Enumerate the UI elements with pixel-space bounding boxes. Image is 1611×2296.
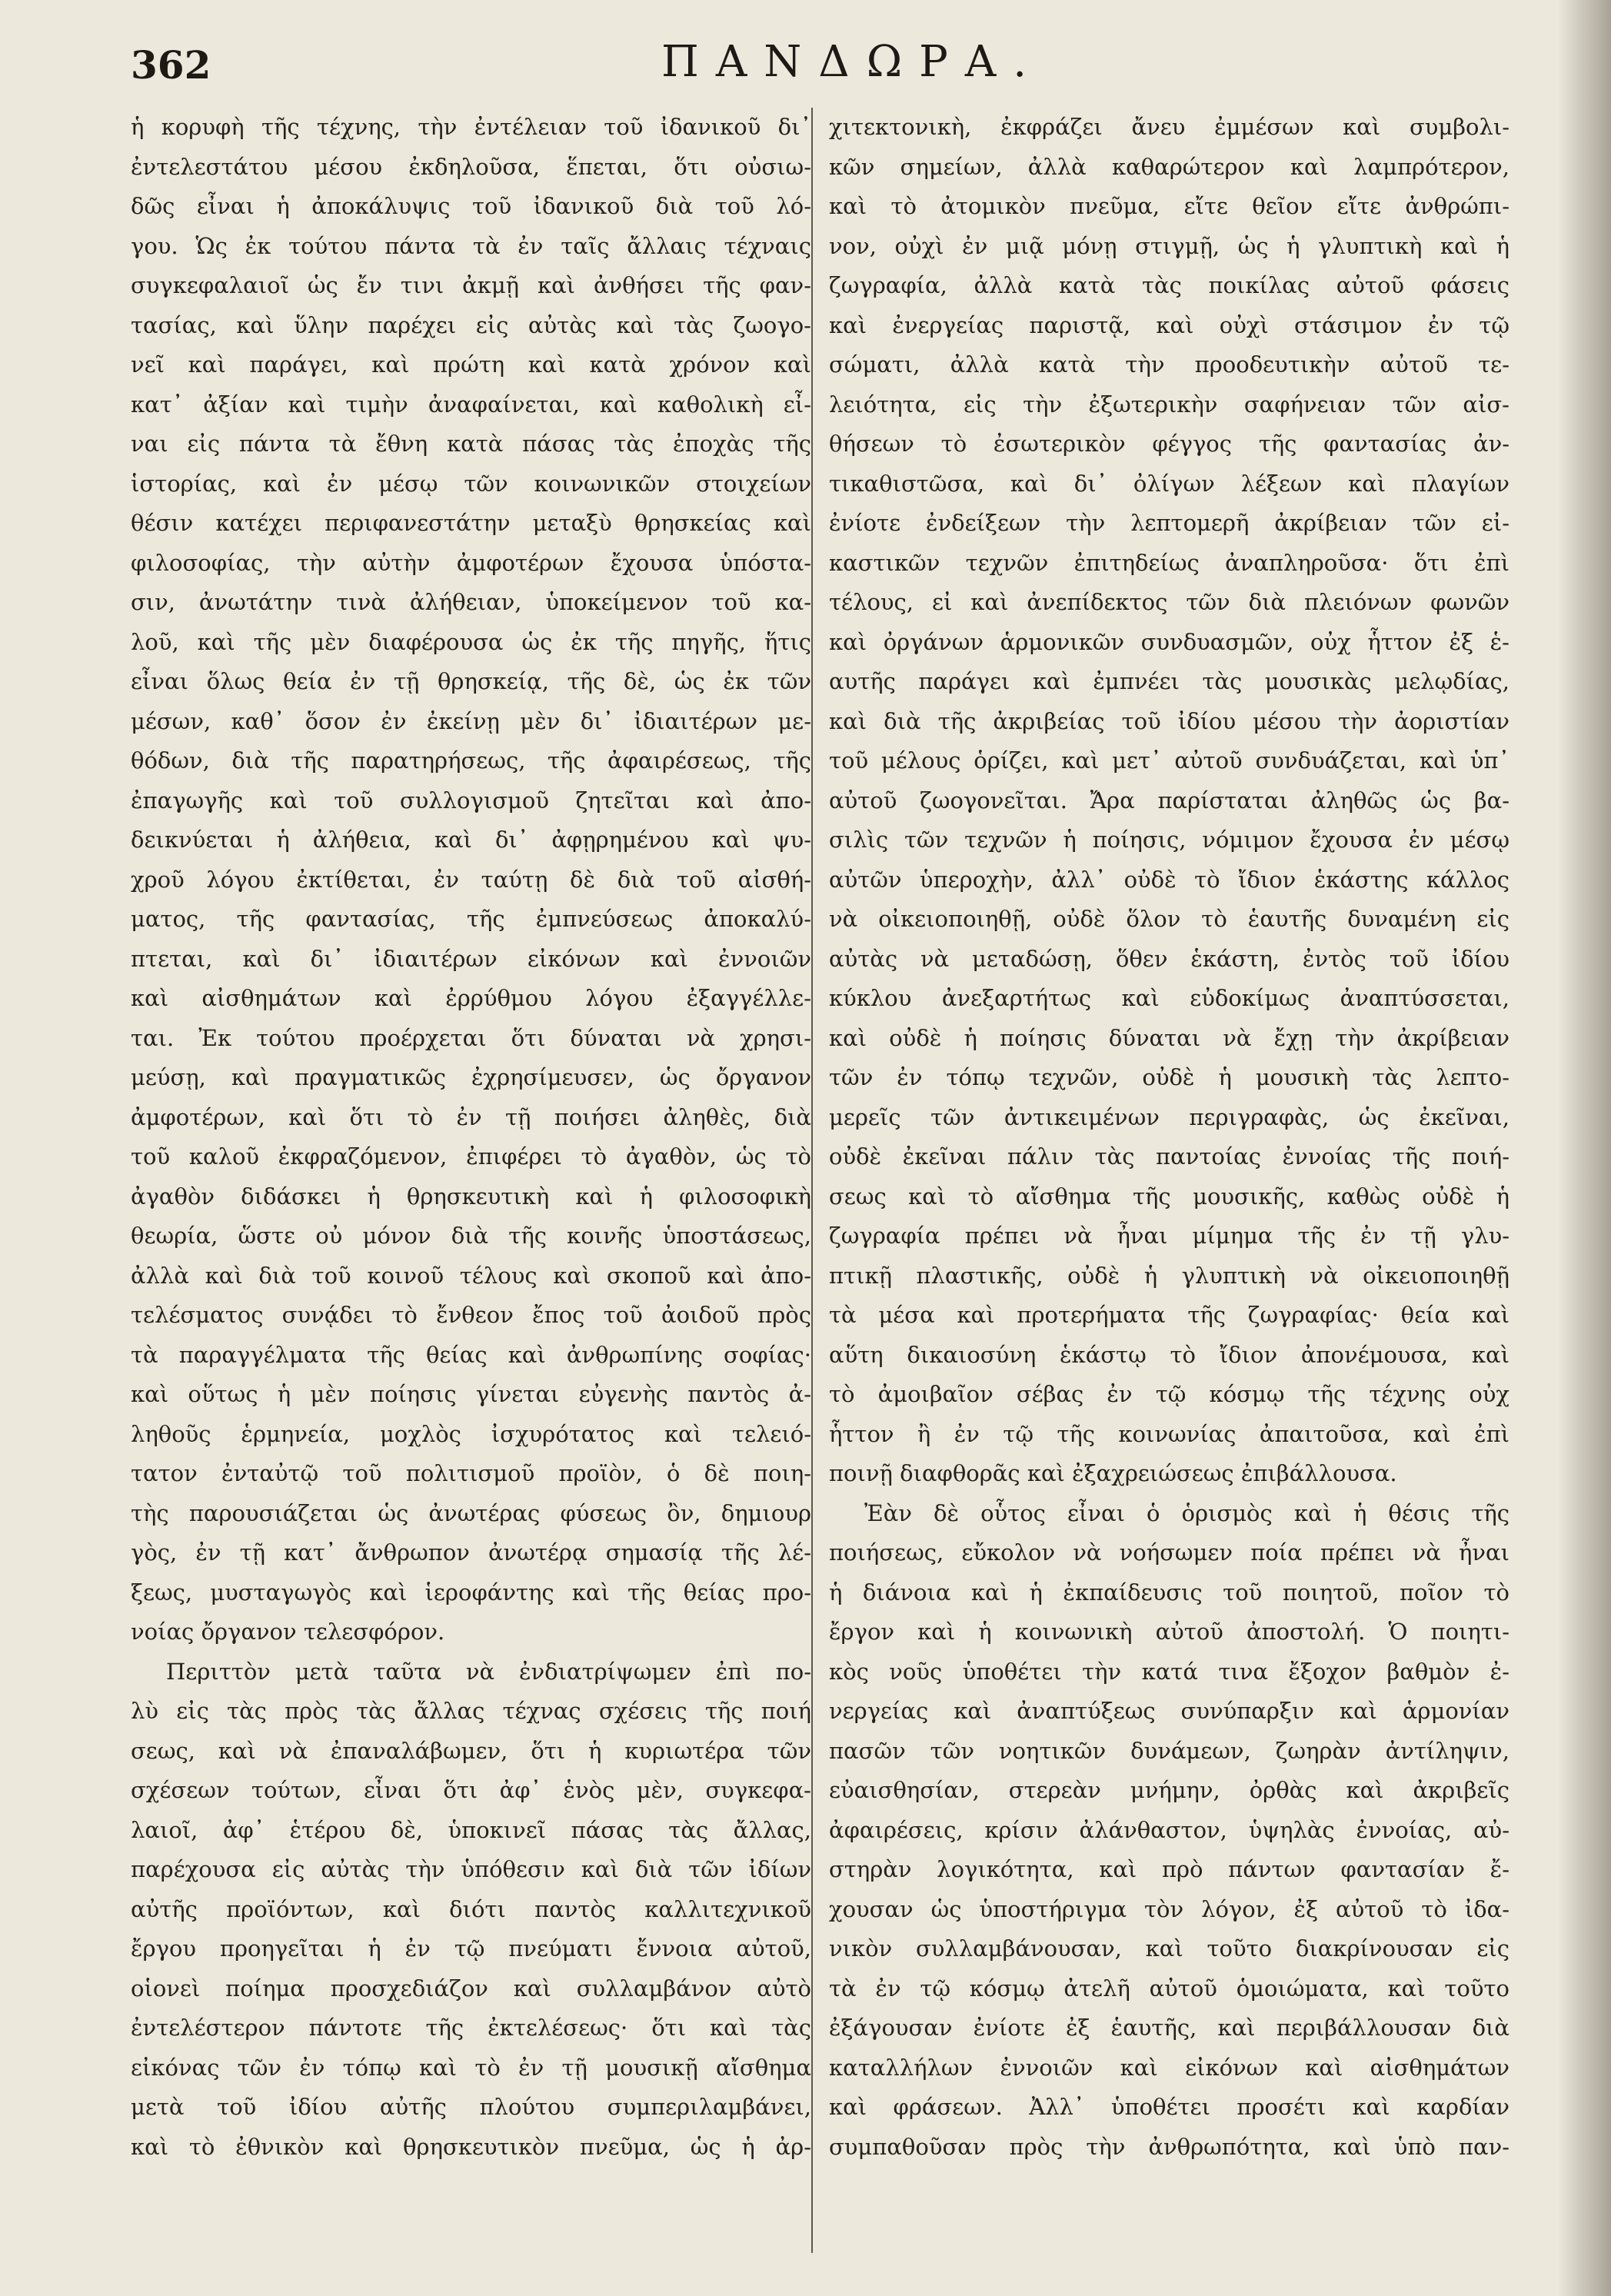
text-line: ναι εἰς πάντα τὰ ἔθνη κατὰ πάσας τὰς ἐποχὰς τῆς bbox=[131, 431, 811, 457]
text-line: νεργείας καὶ ἀναπτύξεως συνύπαρξιν καὶ ἁρμονίαν bbox=[829, 1698, 1509, 1724]
text-line: ἡ κορυφὴ τῆς τέχνης, τὴν ἐντέλειαν τοῦ ἰδανικοῦ δι᾽ bbox=[131, 114, 811, 140]
text-line: τὴς παρουσιάζεται ὡς ἀνωτέρας φύσεως ὂν, δημιουρ bbox=[131, 1499, 811, 1526]
text-line: φιλοσοφίας, τὴν αὐτὴν ἀμφοτέρων ἔχουσα ὑπόστα- bbox=[131, 549, 811, 576]
text-line: ληθοῦς ἑρμηνεία, μοχλὸς ἰσχυρότατος καὶ τελειό- bbox=[131, 1420, 811, 1447]
text-line: χουσαν ὡς ὑποστήριγμα τὸν λόγον, ἐξ αὐτοῦ τὸ ἰδα- bbox=[829, 1895, 1509, 1922]
text-line: γου. Ὡς ἐκ τούτου πάντα τὰ ἐν ταῖς ἄλλαις τέχναις bbox=[131, 232, 811, 259]
text-line: νον, οὐχὶ ἐν μιᾷ μόνῃ στιγμῇ, ὡς ἡ γλυπτικὴ καὶ ἡ bbox=[829, 232, 1509, 259]
text-line: σώματι, ἀλλὰ κατὰ τὴν προοδευτικὴν αὐτοῦ τε- bbox=[829, 351, 1509, 378]
text-line: κὸς νοῦς ὑποθέτει τὴν κατά τινα ἔξοχον βαθμὸν ἐ- bbox=[829, 1658, 1509, 1685]
text-line: καὶ ἐνεργείας παριστᾷ, καὶ οὐχὶ στάσιμον ἐν τῷ bbox=[829, 311, 1509, 338]
text-line: τοῦ καλοῦ ἐκφραζόμενον, ἐπιφέρει τὸ ἀγαθὸν, ὡς τὸ bbox=[131, 1143, 811, 1170]
text-line: πτικῇ πλαστικῆς, οὐδὲ ἡ γλυπτικὴ νὰ οἰκειοποιηθῇ bbox=[829, 1262, 1509, 1289]
text-line: ἀμφοτέρων, καὶ ὅτι τὸ ἐν τῇ ποιήσει ἀληθὲς, διὰ bbox=[131, 1103, 811, 1130]
text-line: αὕτη δικαιοσύνη ἑκάστῳ τὸ ἴδιον ἀπονέμουσα, καὶ bbox=[829, 1341, 1509, 1368]
text-line: ἔργον καὶ ἡ κοινωνικὴ αὐτοῦ ἀποστολή. Ὁ ποιητι- bbox=[829, 1619, 1509, 1645]
text-line: ζωγραφία, ἀλλὰ κατὰ τὰς ποικίλας αὐτοῦ φάσεις bbox=[829, 272, 1509, 298]
text-line: Ἐὰν δὲ οὗτος εἶναι ὁ ὁρισμὸς καὶ ἡ θέσις τῆς bbox=[864, 1499, 1509, 1526]
text-line: δεικνύεται ἡ ἀλήθεια, καὶ δι᾽ ἀφῃρημένου καὶ ψυ- bbox=[131, 827, 811, 853]
text-line: αὐτῶν ὑπεροχὴν, ἀλλ᾽ οὐδὲ τὸ ἴδιον ἑκάστης κάλλος bbox=[829, 866, 1509, 893]
text-line: καὶ οὐδὲ ἡ ποίησις δύναται νὰ ἔχῃ τὴν ἀκρίβειαν bbox=[829, 1024, 1509, 1051]
text-line: ἡ διάνοια καὶ ἡ ἐκπαίδευσις τοῦ ποιητοῦ, ποῖον τὸ bbox=[829, 1579, 1509, 1606]
text-line: ἀγαθὸν διδάσκει ἡ θρησκευτικὴ καὶ ἡ φιλοσοφικὴ bbox=[131, 1183, 811, 1210]
text-line: ξεως, μυσταγωγὸς καὶ ἱεροφάντης καὶ τῆς θείας προ- bbox=[131, 1579, 811, 1606]
text-line: συγκεφαλαιοῖ ὡς ἔν τινι ἀκμῇ καὶ ἀνθήσει τῆς φαν- bbox=[131, 272, 811, 298]
text-line: εἶναι ὅλως θεία ἐν τῇ θρησκείᾳ, τῆς δὲ, ὡς ἐκ τῶν bbox=[131, 668, 811, 694]
text-line: τὰ παραγγέλματα τῆς θείας καὶ ἀνθρωπίνης σοφίας· bbox=[131, 1341, 811, 1368]
text-line: τοῦ μέλους ὁρίζει, καὶ μετ᾽ αὐτοῦ συνδυάζεται, καὶ ὑπ᾽ bbox=[829, 747, 1509, 774]
text-line: τὰ ἐν τῷ κόσμῳ ἀτελῆ αὐτοῦ ὁμοιώματα, καὶ τοῦτο bbox=[829, 1975, 1509, 2002]
text-line: καὶ τὸ ἀτομικὸν πνεῦμα, εἴτε θεῖον εἴτε ἀνθρώπι- bbox=[829, 193, 1509, 219]
text-line: ἐπαγωγῆς καὶ τοῦ συλλογισμοῦ ζητεῖται καὶ ἀπο- bbox=[131, 787, 811, 814]
text-line: μερεῖς τῶν ἀντικειμένων περιγραφὰς, ὡς ἐκεῖναι, bbox=[829, 1103, 1509, 1130]
text-line: οὐδὲ ἐκεῖναι πάλιν τὰς παντοίας ἐννοίας τῆς ποιή- bbox=[829, 1143, 1509, 1170]
text-line: θόδων, διὰ τῆς παρατηρήσεως, τῆς ἀφαιρέσεως, τῆς bbox=[131, 747, 811, 774]
binding-shadow bbox=[1557, 0, 1611, 2296]
text-line: κῶν σημείων, ἀλλὰ καθαρώτερον καὶ λαμπρότερον, bbox=[829, 153, 1509, 180]
left-text-column bbox=[131, 108, 811, 2167]
text-line: καὶ τὸ ἐθνικὸν καὶ θρησκευτικὸν πνεῦμα, ὡς ἡ ἀρ- bbox=[131, 2133, 811, 2160]
text-line: πασῶν τῶν νοητικῶν δυνάμεων, ζωηρὰν ἀντίληψιν, bbox=[829, 1737, 1509, 1764]
text-line: οἱονεὶ ποίημα προσχεδιάζον καὶ συλλαμβάνον αὐτὸ bbox=[131, 1975, 811, 2002]
text-line: τικαθιστῶσα, καὶ δι᾽ ὀλίγων λέξεων καὶ πλαγίων bbox=[829, 470, 1509, 497]
text-line: λὺ εἰς τὰς πρὸς τὰς ἄλλας τέχνας σχέσεις τῆς ποιή bbox=[131, 1698, 811, 1724]
text-line: μέσων, καθ᾽ ὅσον ἐν ἐκείνῃ μὲν δι᾽ ἰδιαιτέρων με- bbox=[131, 707, 811, 734]
running-title: ΠΑΝΔΩΡΑ. bbox=[661, 37, 1044, 87]
text-line: σεως, καὶ νὰ ἐπαναλάβωμεν, ὅτι ἡ κυριωτέρα τῶν bbox=[131, 1737, 811, 1764]
text-line: αυτῆς παράγει καὶ ἐμπνέει τὰς μουσικὰς μελῳδίας, bbox=[829, 668, 1509, 694]
text-line: νοίας ὄργανον τελεσφόρον. bbox=[131, 1619, 445, 1645]
text-line: ἔργου προηγεῖται ἡ ἐν τῷ πνεύματι ἔννοια αὐτοῦ, bbox=[131, 1935, 811, 1962]
text-line: κύκλου ἀνεξαρτήτως καὶ εὐδοκίμως ἀναπτύσσεται, bbox=[829, 985, 1509, 1011]
text-line: καὶ ὀργάνων ἁρμονικῶν συνδυασμῶν, οὐχ ἧττον ἐξ ἑ- bbox=[829, 628, 1509, 655]
text-line: Περιττὸν μετὰ ταῦτα νὰ ἐνδιατρίψωμεν ἐπὶ πο- bbox=[166, 1658, 811, 1685]
text-line: καὶ διὰ τῆς ἀκριβείας τοῦ ἰδίου μέσου τὴν ἀοριστίαν bbox=[829, 707, 1509, 734]
text-line: αὐτὰς νὰ μεταδώσῃ, ὅθεν ἑκάστη, ἐντὸς τοῦ ἰδίου bbox=[829, 945, 1509, 972]
text-line: μεύσῃ, καὶ πραγματικῶς ἐχρησίμευσεν, ὡς ὄργανον bbox=[131, 1064, 811, 1090]
text-line: σχέσεων τούτων, εἶναι ὅτι ἀφ᾽ ἑνὸς μὲν, συγκεφα- bbox=[131, 1777, 811, 1803]
text-line: καὶ φράσεων. Ἀλλ᾽ ὑποθέτει προσέτι καὶ καρδίαν bbox=[829, 2094, 1509, 2120]
text-line: ἧττον ἢ ἐν τῷ τῆς κοινωνίας ἀπαιτοῦσα, καὶ ἐπὶ bbox=[829, 1420, 1509, 1447]
text-line: εὐαισθησίαν, στερεὰν μνήμην, ὀρθὰς καὶ ἀκριβεῖς bbox=[829, 1777, 1509, 1803]
text-line: δῶς εἶναι ἡ ἀποκάλυψις τοῦ ἰδανικοῦ διὰ τοῦ λό- bbox=[131, 193, 811, 219]
text-line: μετὰ τοῦ ἰδίου αὐτῆς πλούτου συμπεριλαμβάνει, bbox=[131, 2094, 811, 2120]
text-line: τὸ ἀμοιβαῖον σέβας ἐν τῷ κόσμῳ τῆς τέχνης οὐχ bbox=[829, 1381, 1509, 1407]
text-line: καστικῶν τεχνῶν ἐπιτηδείως ἀναπληροῦσα· ὅτι ἐπὶ bbox=[829, 549, 1509, 576]
column-divider bbox=[811, 108, 813, 2253]
text-line: νὰ οἰκειοποιηθῇ, οὐδὲ ὅλον τὸ ἑαυτῆς δυναμένη εἰς bbox=[829, 906, 1509, 932]
text-line: ἀλλὰ καὶ διὰ τοῦ κοινοῦ τέλους καὶ σκοποῦ καὶ ἀπο- bbox=[131, 1262, 811, 1289]
text-line: ἀφαιρέσεις, κρίσιν ἀλάνθαστον, ὑψηλὰς ἐννοίας, αὐ- bbox=[829, 1816, 1509, 1843]
text-line: τῶν ἐν τόπῳ τεχνῶν, οὐδὲ ἡ μουσικὴ τὰς λεπτο- bbox=[829, 1064, 1509, 1090]
text-line: καὶ αἰσθημάτων καὶ ἐρρύθμου λόγου ἐξαγγέλλε- bbox=[131, 985, 811, 1011]
text-line: τὰ μέσα καὶ προτερήματα τῆς ζωγραφίας· θεία καὶ bbox=[829, 1302, 1509, 1328]
text-line: ται. Ἐκ τούτου προέρχεται ὅτι δύναται νὰ χρησι- bbox=[131, 1024, 811, 1051]
text-line: νικὸν συλλαμβάνουσαν, καὶ τοῦτο διακρίνουσαν εἰς bbox=[829, 1935, 1509, 1962]
text-line: αὐτῆς προϊόντων, καὶ διότι παντὸς καλλιτεχνικοῦ bbox=[131, 1895, 811, 1922]
text-line: σεως καὶ τὸ αἴσθημα τῆς μουσικῆς, καθὼς οὐδὲ ἡ bbox=[829, 1183, 1509, 1210]
text-line: αὐτοῦ ζωογονεῖται. Ἄρα παρίσταται ἀληθῶς ὡς βα- bbox=[829, 787, 1509, 814]
text-line: χροῦ λόγου ἐκτίθεται, ἐν ταύτῃ δὲ διὰ τοῦ αἰσθή- bbox=[131, 866, 811, 893]
text-line: λοῦ, καὶ τῆς μὲν διαφέρουσα ὡς ἐκ τῆς πηγῆς, ἥτις bbox=[131, 628, 811, 655]
text-line: γὸς, ἐν τῇ κατ᾽ ἄνθρωπον ἀνωτέρᾳ σημασίᾳ τῆς λέ- bbox=[131, 1539, 811, 1566]
text-line: στηρὰν λογικότητα, καὶ πρὸ πάντων φαντασίαν ἔ- bbox=[829, 1856, 1509, 1882]
text-line: εἰκόνας τῶν ἐν τόπῳ καὶ τὸ ἐν τῇ μουσικῇ αἴσθημα bbox=[131, 2054, 811, 2081]
text-line: τελέσματος συνᾴδει τὸ ἔνθεον ἔπος τοῦ ἀοιδοῦ πρὸς bbox=[131, 1302, 811, 1328]
text-line: παρέχουσα εἰς αὐτὰς τὴν ὑπόθεσιν καὶ διὰ τῶν ἰδίων bbox=[131, 1856, 811, 1882]
text-line: θεωρία, ὥστε οὐ μόνον διὰ τῆς κοινῆς ὑποστάσεως, bbox=[131, 1223, 811, 1249]
text-line: ποιήσεως, εὔκολον νὰ νοήσωμεν ποία πρέπει νὰ ἦναι bbox=[829, 1539, 1509, 1566]
text-line: ἐνίοτε ἐνδείξεων τὴν λεπτομερῆ ἀκρίβειαν τῶν εἰ- bbox=[829, 510, 1509, 536]
text-line: θήσεων τὸ ἐσωτερικὸν φέγγος τῆς φαντασίας ἀν- bbox=[829, 431, 1509, 457]
right-text-column bbox=[829, 108, 1509, 2167]
text-line: χιτεκτονικὴ, ἐκφράζει ἄνευ ἐμμέσων καὶ συμβολι- bbox=[829, 114, 1509, 140]
text-line: νεῖ καὶ παράγει, καὶ πρώτη καὶ κατὰ χρόνον καὶ bbox=[131, 351, 811, 378]
text-line: σιν, ἀνωτάτην τινὰ ἀλήθειαν, ὑποκείμενον τοῦ κα- bbox=[131, 589, 811, 615]
text-line: λειότητα, εἰς τὴν ἐξωτερικὴν σαφήνειαν τῶν αἰσ- bbox=[829, 391, 1509, 418]
text-line: κατ᾽ ἀξίαν καὶ τιμὴν ἀναφαίνεται, καὶ καθολικὴ εἶ- bbox=[131, 391, 811, 418]
text-line: ποινῇ διαφθορᾶς καὶ ἐξαχρειώσεως ἐπιβάλλουσα. bbox=[829, 1460, 1397, 1486]
text-line: ματος, τῆς φαντασίας, τῆς ἐμπνεύσεως ἀποκαλύ- bbox=[131, 906, 811, 932]
text-line: ἱστορίας, καὶ ἐν μέσῳ τῶν κοινωνικῶν στοιχείων bbox=[131, 470, 811, 497]
text-line: ἐντελεστάτου μέσου ἐκδηλοῦσα, ἕπεται, ὅτι οὐσιω- bbox=[131, 153, 811, 180]
text-line: ζωγραφία πρέπει νὰ ἦναι μίμημα τῆς ἐν τῇ γλυ- bbox=[829, 1223, 1509, 1249]
text-line: πτεται, καὶ δι᾽ ἰδιαιτέρων εἰκόνων καὶ ἐννοιῶν bbox=[131, 945, 811, 972]
text-line: ἐντελέστερον πάντοτε τῆς ἐκτελέσεως· ὅτι καὶ τὰς bbox=[131, 2015, 811, 2041]
text-line: τατον ἐνταὐτῷ τοῦ πολιτισμοῦ προϊὸν, ὁ δὲ ποιη- bbox=[131, 1460, 811, 1486]
text-line: συμπαθοῦσαν πρὸς τὴν ἀνθρωπότητα, καὶ ὑπὸ παν- bbox=[829, 2133, 1509, 2160]
text-line: λαιοῖ, ἀφ᾽ ἑτέρου δὲ, ὑποκινεῖ πάσας τὰς ἄλλας, bbox=[131, 1816, 811, 1843]
text-line: καταλλήλων ἐννοιῶν καὶ εἰκόνων καὶ αἰσθημάτων bbox=[829, 2054, 1509, 2081]
text-line: ἐξάγουσαν ἐνίοτε ἐξ ἑαυτῆς, καὶ περιβάλλουσαν διὰ bbox=[829, 2015, 1509, 2041]
text-line: σιλὶς τῶν τεχνῶν ἡ ποίησις, νόμιμον ἔχουσα ἐν μέσῳ bbox=[829, 827, 1509, 853]
text-line: θέσιν κατέχει περιφανεστάτην μεταξὺ θρησκείας καὶ bbox=[131, 510, 811, 536]
text-line: τασίας, καὶ ὕλην παρέχει εἰς αὐτὰς καὶ τὰς ζωογο- bbox=[131, 311, 811, 338]
text-line: τέλους, εἰ καὶ ἀνεπίδεκτος τῶν διὰ πλειόνων φωνῶν bbox=[829, 589, 1509, 615]
page-number: 362 bbox=[131, 42, 211, 88]
text-line: καὶ οὕτως ἡ μὲν ποίησις γίνεται εὐγενὴς παντὸς ἀ- bbox=[131, 1381, 811, 1407]
